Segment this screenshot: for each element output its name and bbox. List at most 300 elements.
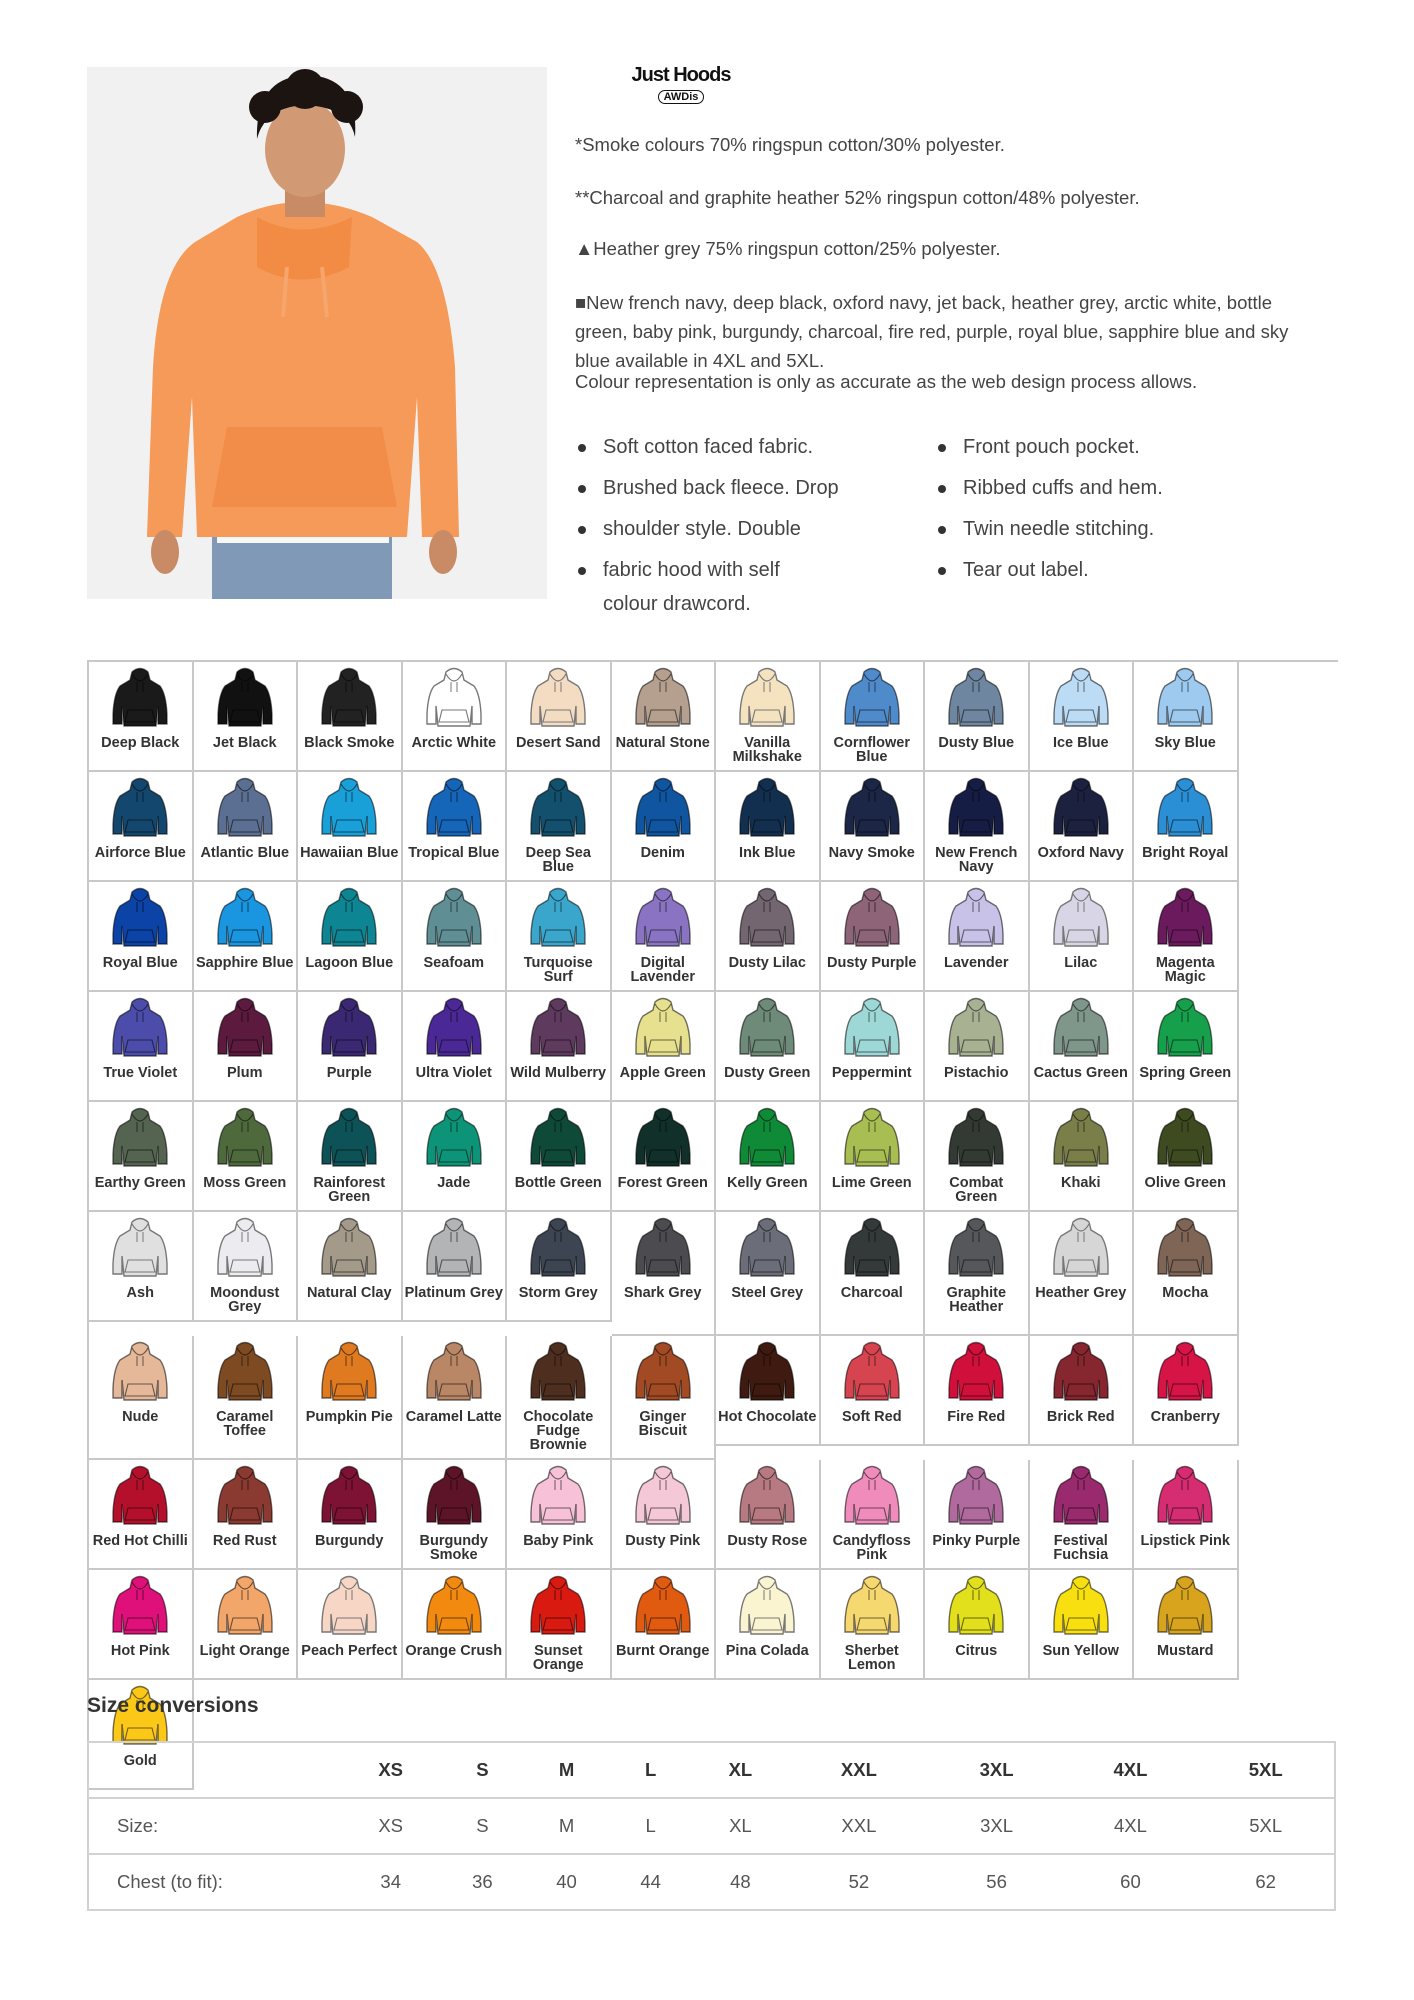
colour-swatch (403, 992, 508, 1102)
colour-swatch (612, 662, 717, 772)
hoodie-icon (1051, 1106, 1111, 1172)
hoodie-icon (842, 666, 902, 732)
colour-swatch (925, 1336, 1030, 1446)
hoodie-icon (1155, 1464, 1215, 1530)
colour-swatch (1030, 1212, 1135, 1336)
colour-swatch (89, 1460, 194, 1570)
colour-swatch (1134, 992, 1239, 1102)
colour-swatch (716, 662, 821, 772)
colour-swatch (821, 1460, 926, 1570)
colour-swatch (89, 882, 194, 992)
colour-swatch (821, 1102, 926, 1212)
chest-row-label: Chest (to fit): (88, 1854, 341, 1910)
hoodie-icon (946, 1574, 1006, 1640)
hoodie-icon (110, 1574, 170, 1640)
colour-swatch (821, 992, 926, 1102)
colour-swatch-label: Brick Red (1046, 1409, 1115, 1425)
hoodie-icon (319, 776, 379, 842)
colour-swatch-label: Burgundy Smoke (419, 1533, 488, 1563)
colour-swatch-label: Jet Black (212, 735, 277, 751)
colour-swatch (507, 1570, 612, 1680)
bullet-icon (938, 567, 946, 575)
size-header-cell: XS (341, 1742, 440, 1798)
colour-swatch (403, 772, 508, 882)
colour-swatch-label: Purple (326, 1065, 372, 1081)
colour-swatch-label: New French Navy (935, 845, 1018, 875)
hoodie-icon (110, 1216, 170, 1282)
colour-swatch (507, 1212, 612, 1322)
hoodie-icon (215, 1216, 275, 1282)
colour-swatch (612, 1570, 717, 1680)
colour-swatch-label: Forest Green (617, 1175, 708, 1191)
colour-swatch (298, 1212, 403, 1322)
note-heather: ▲Heather grey 75% ringspun cotton/25% polyester. (575, 238, 1001, 259)
hoodie-icon (737, 1574, 797, 1640)
colour-swatch (194, 1212, 299, 1322)
size-cell: M (524, 1798, 608, 1854)
colour-swatch-label: True Violet (103, 1065, 178, 1081)
hoodie-icon (110, 1340, 170, 1406)
hoodie-icon (528, 1106, 588, 1172)
hoodie-icon (737, 1216, 797, 1282)
colour-swatch-label: Candyfloss Pink (832, 1533, 911, 1563)
colour-swatch-label: Sapphire Blue (196, 955, 294, 971)
colour-swatch-label: Dusty Purple (827, 955, 917, 971)
colour-swatch (89, 1336, 194, 1460)
colour-swatch-label: Spring Green (1139, 1065, 1232, 1081)
colour-swatch-label: Natural Clay (306, 1285, 392, 1301)
colour-swatch-label: Chocolate Fudge Brownie (523, 1409, 594, 1453)
size-table (87, 1741, 1336, 1911)
colour-swatch (298, 772, 403, 882)
colour-swatch-label: Moss Green (203, 1175, 287, 1191)
colour-swatch-label: Kelly Green (726, 1175, 808, 1191)
colour-swatch (1030, 992, 1135, 1102)
colour-swatch (403, 1212, 508, 1322)
colour-swatch (1030, 1102, 1135, 1212)
colour-swatch (1134, 1336, 1239, 1446)
hoodie-icon (1155, 666, 1215, 732)
colour-swatch (1134, 1570, 1239, 1680)
colour-swatch (194, 1570, 299, 1680)
feature-item: Soft cotton faced fabric. (570, 430, 910, 464)
bullet-icon (578, 526, 586, 534)
hoodie-icon (946, 1216, 1006, 1282)
feature-item: fabric hood with self colour drawcord. (570, 553, 910, 621)
hoodie-icon (528, 886, 588, 952)
hoodie-icon (842, 886, 902, 952)
size-cell: L (609, 1798, 693, 1854)
hoodie-icon (424, 1216, 484, 1282)
hoodie-icon (215, 1106, 275, 1172)
feature-item: Tear out label. (930, 553, 1270, 587)
colour-swatch-label: Seafoam (423, 955, 484, 971)
feature-column-right (930, 430, 1270, 587)
colour-swatch-label: Sun Yellow (1042, 1643, 1119, 1659)
colour-swatch-label: Sunset Orange (532, 1643, 584, 1673)
hoodie-icon (424, 1106, 484, 1172)
hoodie-icon (946, 996, 1006, 1062)
hoodie-icon (424, 666, 484, 732)
colour-swatch (821, 1212, 926, 1336)
bullet-icon (578, 567, 586, 575)
hoodie-icon (319, 1464, 379, 1530)
chest-cell: 34 (341, 1854, 440, 1910)
colour-swatch-label: Ice Blue (1052, 735, 1109, 751)
colour-swatch-label: Cactus Green (1033, 1065, 1128, 1081)
colour-swatch-label: Burgundy (315, 1533, 384, 1549)
colour-swatch (298, 992, 403, 1102)
colour-swatch-label: Sky Blue (1154, 735, 1216, 751)
colour-swatch-label: Denim (640, 845, 685, 861)
colour-swatch-label: Dusty Lilac (728, 955, 806, 971)
hoodie-icon (1155, 1106, 1215, 1172)
colour-swatch-label: Heather Grey (1035, 1285, 1127, 1301)
colour-swatch-label: Deep Black (101, 735, 180, 751)
colour-swatch-label: Gold (123, 1753, 157, 1769)
colour-swatch-label: Ginger Biscuit (638, 1409, 687, 1439)
hoodie-icon (424, 996, 484, 1062)
colour-swatch (612, 772, 717, 882)
colour-swatch (821, 662, 926, 772)
size-cell: 5XL (1197, 1798, 1335, 1854)
hoodie-icon (319, 1216, 379, 1282)
colour-swatch (821, 882, 926, 992)
colour-swatch (507, 1102, 612, 1212)
hoodie-icon (215, 1464, 275, 1530)
hoodie-icon (842, 1574, 902, 1640)
colour-swatch (403, 1336, 508, 1460)
colour-swatch (1134, 1212, 1239, 1336)
size-header-cell: L (609, 1742, 693, 1798)
colour-swatch-label: Orange Crush (405, 1643, 503, 1659)
size-cell: 3XL (930, 1798, 1064, 1854)
colour-swatch-label: Caramel Latte (405, 1409, 502, 1425)
bullet-icon (578, 485, 586, 493)
size-header-cell (88, 1742, 341, 1798)
feature-item: shoulder style. Double (570, 512, 910, 546)
colour-swatch (403, 662, 508, 772)
note-colour-disclaimer: Colour representation is only as accurate as the web design process allows. (575, 371, 1198, 392)
brand-sub: AWDis (658, 90, 705, 104)
colour-swatch (612, 1102, 717, 1212)
colour-swatch (89, 1102, 194, 1212)
colour-swatch (194, 662, 299, 772)
chest-cell: 62 (1197, 1854, 1335, 1910)
hoodie-icon (110, 996, 170, 1062)
chest-cell: 60 (1064, 1854, 1198, 1910)
colour-swatch (821, 1336, 926, 1446)
colour-swatch-label: Hot Chocolate (718, 1409, 817, 1425)
colour-swatch-label: Dusty Pink (625, 1533, 701, 1549)
chest-cell: 44 (609, 1854, 693, 1910)
colour-swatch-label: Shark Grey (624, 1285, 702, 1301)
size-cell: XL (693, 1798, 789, 1854)
feature-item: Ribbed cuffs and hem. (930, 471, 1270, 505)
colour-swatch (612, 1460, 717, 1570)
hoodie-icon (319, 666, 379, 732)
colour-swatch-label: Light Orange (199, 1643, 290, 1659)
hoodie-icon (319, 886, 379, 952)
colour-swatch (298, 662, 403, 772)
colour-swatch-label: Wild Mulberry (510, 1065, 607, 1081)
hoodie-icon (1051, 666, 1111, 732)
colour-swatch-label: Red Hot Chilli (92, 1533, 188, 1549)
colour-swatch-label: Lilac (1064, 955, 1098, 971)
hoodie-icon (842, 1340, 902, 1406)
colour-swatch (403, 1460, 508, 1570)
colour-swatch-label: Lagoon Blue (305, 955, 394, 971)
colour-swatch (1134, 772, 1239, 882)
colour-swatch-label: Bright Royal (1142, 845, 1229, 861)
feature-item: Twin needle stitching. (930, 512, 1270, 546)
colour-swatch-label: Pinky Purple (932, 1533, 1021, 1549)
colour-swatch (612, 1212, 717, 1336)
colour-swatch (403, 1102, 508, 1212)
colour-swatch-label: Dusty Blue (938, 735, 1015, 751)
hoodie-icon (1051, 776, 1111, 842)
brand-logo (616, 64, 746, 105)
hoodie-icon (215, 996, 275, 1062)
size-header-cell: 5XL (1197, 1742, 1335, 1798)
colour-swatch (507, 1460, 612, 1570)
colour-swatch-label: Mustard (1157, 1643, 1214, 1659)
brand-name: Just Hoods (631, 64, 731, 86)
hoodie-icon (1155, 996, 1215, 1062)
chest-cell: 52 (788, 1854, 929, 1910)
colour-swatch-label: Baby Pink (523, 1533, 594, 1549)
colour-swatch-label: Soft Red (841, 1409, 902, 1425)
bullet-icon (578, 444, 586, 452)
colour-swatch-label: Citrus (955, 1643, 998, 1659)
colour-swatch (89, 1570, 194, 1680)
feature-item: Brushed back fleece. Drop (570, 471, 910, 505)
hoodie-icon (737, 666, 797, 732)
size-header-cell: XL (693, 1742, 789, 1798)
model-in-orange-hoodie-illustration (87, 67, 547, 599)
hoodie-icon (1155, 1340, 1215, 1406)
hoodie-icon (319, 1340, 379, 1406)
colour-swatch-label: Caramel Toffee (216, 1409, 274, 1439)
chest-cell: 36 (440, 1854, 524, 1910)
colour-swatch-label: Burnt Orange (616, 1643, 710, 1659)
hoodie-icon (319, 1574, 379, 1640)
hoodie-icon (633, 996, 693, 1062)
colour-swatch (403, 882, 508, 992)
colour-swatch (89, 1212, 194, 1322)
colour-swatch-label: Khaki (1061, 1175, 1101, 1191)
hoodie-icon (528, 1464, 588, 1530)
chest-cell: 56 (930, 1854, 1064, 1910)
size-row (88, 1798, 1335, 1854)
hoodie-icon (319, 1106, 379, 1172)
colour-swatch-label: Ink Blue (739, 845, 796, 861)
colour-swatch-grid (87, 660, 1338, 1790)
colour-swatch (1030, 1336, 1135, 1446)
hoodie-icon (633, 776, 693, 842)
colour-swatch (716, 1212, 821, 1336)
hoodie-icon (737, 996, 797, 1062)
colour-swatch-label: Oxford Navy (1037, 845, 1124, 861)
hoodie-icon (737, 1340, 797, 1406)
feature-column-left (570, 430, 910, 621)
hoodie-icon (528, 996, 588, 1062)
note-charcoal: **Charcoal and graphite heather 52% ringspun cotton/48% polyester. (575, 187, 1140, 208)
colour-swatch (194, 992, 299, 1102)
size-cell: 4XL (1064, 1798, 1198, 1854)
colour-swatch (1134, 662, 1239, 772)
colour-swatch (1030, 882, 1135, 992)
hoodie-icon (946, 1106, 1006, 1172)
colour-swatch-label: Mocha (1162, 1285, 1209, 1301)
hoodie-icon (319, 996, 379, 1062)
colour-swatch (507, 882, 612, 992)
hoodie-icon (1051, 1340, 1111, 1406)
hoodie-icon (633, 1216, 693, 1282)
hoodie-icon (110, 1106, 170, 1172)
colour-swatch-label: Ultra Violet (415, 1065, 492, 1081)
colour-swatch-label: Deep Sea Blue (525, 845, 591, 875)
hoodie-icon (946, 886, 1006, 952)
hoodie-icon (424, 1464, 484, 1530)
size-cell: XXL (788, 1798, 929, 1854)
size-cell: XS (341, 1798, 440, 1854)
colour-swatch (716, 1336, 821, 1446)
colour-swatch (507, 662, 612, 772)
hoodie-icon (1155, 1216, 1215, 1282)
colour-swatch (1030, 662, 1135, 772)
colour-swatch (1134, 882, 1239, 992)
chest-cell: 48 (693, 1854, 789, 1910)
hoodie-icon (633, 1574, 693, 1640)
feature-item: Front pouch pocket. (930, 430, 1270, 464)
colour-swatch (612, 1336, 717, 1460)
colour-swatch (194, 772, 299, 882)
hoodie-icon (842, 776, 902, 842)
hoodie-icon (1155, 1574, 1215, 1640)
hoodie-icon (424, 1574, 484, 1640)
bullet-icon (938, 485, 946, 493)
hoodie-icon (1051, 1216, 1111, 1282)
hoodie-icon (528, 666, 588, 732)
size-cell: S (440, 1798, 524, 1854)
hoodie-icon (110, 666, 170, 732)
colour-swatch (1030, 1570, 1135, 1680)
hoodie-icon (110, 776, 170, 842)
colour-swatch-label: Steel Grey (731, 1285, 804, 1301)
hoodie-icon (424, 1340, 484, 1406)
hoodie-icon (946, 1464, 1006, 1530)
hoodie-icon (1155, 776, 1215, 842)
hoodie-icon (737, 886, 797, 952)
colour-swatch-label: Olive Green (1144, 1175, 1226, 1191)
colour-swatch-label: Pina Colada (725, 1643, 809, 1659)
colour-swatch-label: Apple Green (619, 1065, 706, 1081)
note-smoke: *Smoke colours 70% ringspun cotton/30% polyester. (575, 134, 1005, 155)
size-row-label: Size: (88, 1798, 341, 1854)
colour-swatch-label: Arctic White (411, 735, 497, 751)
colour-swatch-label: Moondust Grey (210, 1285, 280, 1315)
colour-swatch-label: Pumpkin Pie (305, 1409, 393, 1425)
colour-swatch-label: Peach Perfect (301, 1643, 398, 1659)
colour-swatch (298, 1336, 403, 1460)
colour-swatch-label: Dusty Green (724, 1065, 811, 1081)
hoodie-icon (633, 1106, 693, 1172)
colour-swatch-label: Earthy Green (94, 1175, 186, 1191)
hoodie-icon (424, 776, 484, 842)
fabric-notes (575, 131, 1295, 395)
colour-swatch-label: Cornflower Blue (833, 735, 911, 765)
hoodie-icon (842, 1216, 902, 1282)
chest-row (88, 1854, 1335, 1910)
hoodie-icon (1051, 886, 1111, 952)
colour-swatch-label: Lime Green (831, 1175, 912, 1191)
hoodie-icon (110, 1464, 170, 1530)
hoodie-icon (528, 1340, 588, 1406)
colour-swatch (925, 992, 1030, 1102)
hoodie-icon (528, 1216, 588, 1282)
colour-swatch (1030, 1460, 1135, 1570)
colour-swatch-label: Hawaiian Blue (300, 845, 399, 861)
colour-swatch-label: Jade (437, 1175, 471, 1191)
colour-swatch (716, 1460, 821, 1570)
colour-swatch (925, 1102, 1030, 1212)
product-photo (87, 67, 547, 599)
colour-swatch (716, 882, 821, 992)
hoodie-icon (424, 886, 484, 952)
hoodie-icon (946, 1340, 1006, 1406)
colour-swatch-label: Lavender (944, 955, 1009, 971)
size-header-cell: 4XL (1064, 1742, 1198, 1798)
size-conversions-title: Size conversions (87, 1694, 259, 1717)
colour-swatch-label: Pistachio (944, 1065, 1009, 1081)
colour-swatch (298, 1570, 403, 1680)
colour-swatch-label: Atlantic Blue (200, 845, 290, 861)
size-header-cell: XXL (788, 1742, 929, 1798)
colour-swatch (612, 882, 717, 992)
colour-swatch-label: Combat Green (949, 1175, 1004, 1205)
hoodie-icon (1155, 886, 1215, 952)
colour-swatch-label: Red Rust (212, 1533, 277, 1549)
colour-swatch-label: Platinum Grey (404, 1285, 503, 1301)
colour-swatch (925, 1460, 1030, 1570)
colour-swatch (194, 882, 299, 992)
hoodie-icon (633, 1340, 693, 1406)
colour-swatch-label: Sherbet Lemon (844, 1643, 899, 1673)
colour-swatch-label: Magenta Magic (1155, 955, 1215, 985)
colour-swatch-label: Ash (126, 1285, 154, 1301)
hoodie-icon (737, 1464, 797, 1530)
colour-swatch (716, 772, 821, 882)
size-table-header-row (88, 1742, 1335, 1798)
colour-swatch-label: Digital Lavender (630, 955, 695, 985)
colour-swatch (925, 662, 1030, 772)
colour-swatch (507, 772, 612, 882)
colour-swatch (507, 1336, 612, 1460)
colour-swatch (1134, 1460, 1239, 1570)
size-header-cell: S (440, 1742, 524, 1798)
colour-swatch-label: Graphite Heather (946, 1285, 1007, 1315)
colour-swatch-label: Navy Smoke (828, 845, 915, 861)
hoodie-icon (215, 886, 275, 952)
hoodie-icon (737, 1106, 797, 1172)
colour-swatch (1030, 772, 1135, 882)
colour-swatch (194, 1336, 299, 1460)
hoodie-icon (528, 776, 588, 842)
hoodie-icon (528, 1574, 588, 1640)
colour-swatch-label: Cranberry (1150, 1409, 1220, 1425)
colour-swatch (925, 772, 1030, 882)
